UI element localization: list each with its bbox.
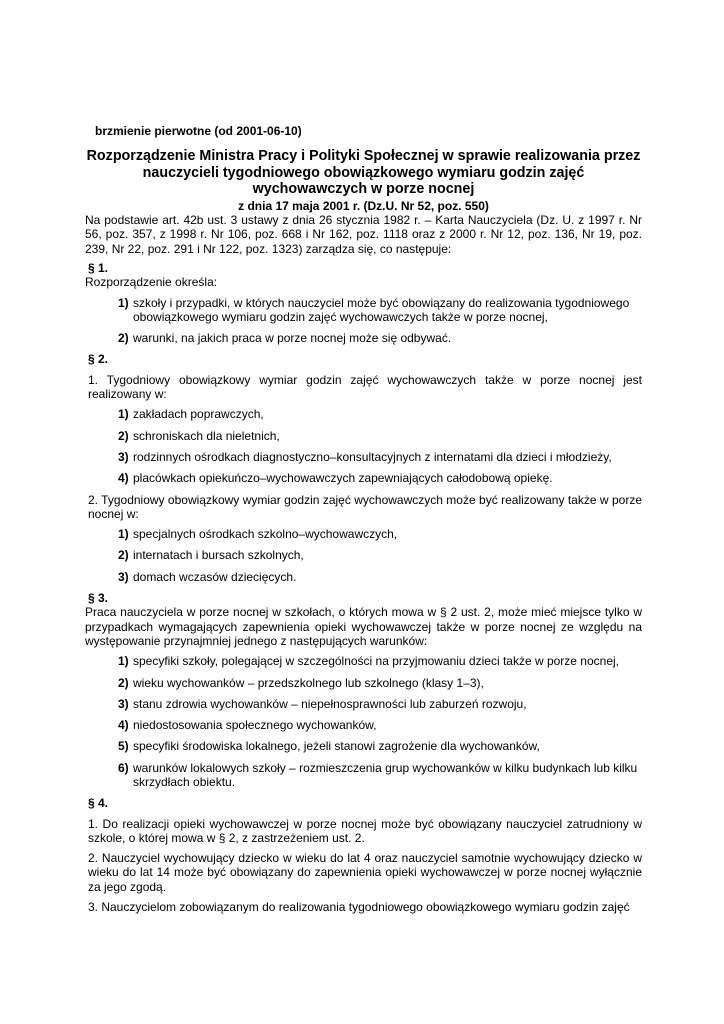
item-number: 4) [118, 718, 129, 733]
list-item [85, 548, 642, 562]
list-item [85, 296, 642, 325]
item-text: niedostosowania społecznego wychowanków, [133, 718, 377, 733]
item-text: warunki, na jakich praca w porze nocnej może się odbywać. [133, 331, 452, 346]
item-text: domach wczasów dziecięcych. [133, 569, 297, 584]
list-item [85, 654, 642, 668]
section-2-heading: § 2. [88, 352, 109, 367]
item-text: placówkach opiekuńczo–wychowawczych zapewniających całodobową opiekę. [133, 471, 553, 486]
section-1-heading: § 1. [88, 260, 109, 275]
item-text: schroniskach dla nieletnich, [133, 428, 280, 443]
document-title: Rozporządzenie Ministra Pracy i Polityki Społecznej w sprawie realizowania przez nauczycieli tygodniowego obowiązkowego wymiaru godzin zajęć wychowawczych w porze nocnej [86, 148, 641, 198]
section-3-heading: § 3. [88, 591, 109, 606]
item-text: warunków lokalowych szkoły – rozmieszczenia grup wychowanków w kilku budynkach lub kilku skrzydłach obiektu. [133, 760, 638, 789]
item-text: szkoły i przypadki, w których nauczyciel może być obowiązany do realizowania tygodniowego obowiązkowego wymiaru godzin zajęć wychowawczych także w porze nocnej, [133, 295, 630, 324]
section-3-text: Praca nauczyciela w porze nocnej w szkołach, o których mowa w § 2 ust. 2, może mieć miejsce tylko w przypadkach wymagających zapewnienia opieki wychowawczej także w porze nocnej ze względu na występowanie przynajmniej jednego z następujących warunków: [85, 605, 642, 648]
item-text: stanu zdrowia wychowanków – niepełnosprawności lub zaburzeń rozwoju, [133, 696, 527, 711]
item-number: 5) [118, 739, 129, 754]
document-subtitle: z dnia 17 maja 2001 r. (Dz.U. Nr 52, poz. 550) [238, 198, 489, 213]
section-3-list [85, 654, 642, 789]
item-text: specjalnych ośrodkach szkolno–wychowawczych, [133, 527, 398, 542]
section-2-para-1: 1. Tygodniowy obowiązkowy wymiar godzin zajęć wychowawczych także w porze nocnej jest realizowany w: [88, 372, 642, 402]
item-number: 4) [118, 471, 129, 486]
section-4-para-3: 3. Nauczycielom zobowiązanym do realizowania tygodniowego obowiązkowego wymiaru godzin zajęć [88, 900, 630, 915]
item-number: 3) [118, 696, 129, 711]
section-2-list-1 [85, 407, 642, 485]
list-item [85, 570, 642, 584]
document-page [85, 124, 642, 914]
item-number: 2) [118, 675, 129, 690]
list-item [85, 718, 642, 732]
version-note: brzmienie pierwotne (od 2001-06-10) [95, 124, 302, 138]
list-item [85, 331, 642, 345]
item-text: wieku wychowanków – przedszkolnego lub szkolnego (klasy 1–3), [133, 675, 484, 690]
item-number: 3) [118, 449, 129, 464]
list-item [85, 739, 642, 753]
item-number: 1) [118, 527, 129, 542]
item-text: rodzinnych ośrodkach diagnostyczno–konsultacyjnych z internatami dla dzieci i młodzieży, [133, 449, 612, 464]
item-number: 1) [118, 295, 129, 310]
section-4-para-1: 1. Do realizacji opieki wychowawczej w porze nocnej może być obowiązany nauczyciel zatrudniony w szkole, o której mowa w § 2, z zastrzeżeniem ust. 2. [88, 816, 642, 845]
list-item [85, 527, 642, 541]
section-4-heading: § 4. [88, 796, 109, 811]
section-1-text: Rozporządzenie określa: [85, 275, 218, 290]
item-text: specyfiki środowiska lokalnego, jeżeli stanowi zagrożenie dla wychowanków, [133, 739, 540, 754]
item-text: zakładach poprawczych, [133, 407, 264, 422]
item-number: 3) [118, 569, 129, 584]
list-item [85, 761, 642, 790]
section-2-para-2: 2. Tygodniowy obowiązkowy wymiar godzin zajęć wychowawczych może być realizowany także w porze nocnej w: [88, 492, 642, 521]
preamble: Na podstawie art. 42b ust. 3 ustawy z dnia 26 stycznia 1982 r. – Karta Nauczyciela (Dz. U. z 1997 r. Nr 56, poz. 357, z 1998 r. Nr 106, poz. 668 i Nr 162, poz. 1118 oraz z 2000 r. Nr 12, poz. 136, Nr 19, poz. 239, Nr 22, poz. 291 i Nr 122, poz. 1323) zarządza się, co następuje: [85, 213, 642, 256]
item-text: specyfiki szkoły, polegającej w szczególności na przyjmowaniu dzieci także w porze nocnej, [133, 654, 619, 669]
item-number: 2) [118, 548, 129, 563]
list-item [85, 676, 642, 690]
list-item [85, 450, 642, 464]
section-2-list-2 [85, 527, 642, 584]
list-item [85, 697, 642, 711]
item-number: 2) [118, 331, 129, 346]
section-1-list [85, 296, 642, 346]
list-item [85, 407, 642, 421]
item-number: 1) [118, 407, 129, 422]
section-4-para-2: 2. Nauczyciel wychowujący dziecko w wieku do lat 4 oraz nauczyciel samotnie wychowujący dziecko w wieku do lat 14 może być obowiązany do zapewnienia opieki wychowawczej w porze nocnej wyłącznie za jego zgodą. [88, 851, 642, 894]
item-text: internatach i bursach szkolnych, [133, 548, 304, 563]
list-item [85, 471, 642, 485]
item-number: 2) [118, 428, 129, 443]
item-number: 6) [118, 760, 129, 775]
list-item [85, 429, 642, 443]
item-number: 1) [118, 654, 129, 669]
